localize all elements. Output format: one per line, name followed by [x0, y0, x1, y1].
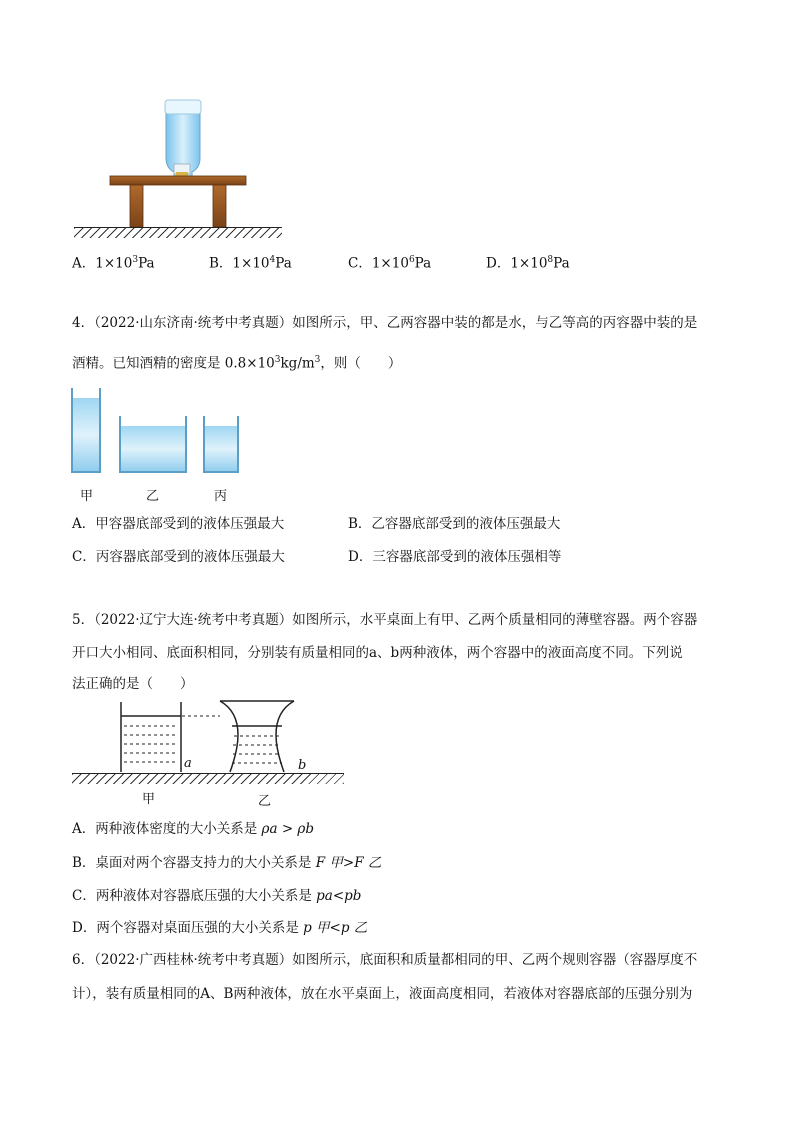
three-containers-figure — [70, 386, 250, 476]
q3-option-b-letter: B． — [209, 255, 233, 272]
q4-label-yi: 乙 — [146, 489, 160, 504]
bottle-table-drawing — [72, 98, 292, 240]
q3-option-a-exp: 3 — [132, 255, 139, 265]
q3-option-b-exp: 4 — [269, 255, 276, 265]
q4-stem-text: 酒精。已知酒精的密度是 0.8×10 — [72, 355, 275, 372]
q5-option-b-text: B．桌面对两个容器支持力的大小关系是 — [72, 855, 312, 871]
q5-label-b: b — [298, 758, 307, 773]
q5-option-d-relation: p 甲<p 乙 — [303, 920, 368, 936]
q4-stem-line1: 4．（2022·山东济南·统考中考真题）如图所示，甲、乙两容器中装的都是水，与乙等高的丙容器中装的是 — [72, 315, 698, 331]
q3-option-a-letter: A． — [72, 255, 96, 272]
q6-stem-line2: 计），装有质量相同的A、B两种液体，放在水平桌面上，液面高度相同，若液体对容器底部的压强分别为 — [72, 986, 693, 1002]
q5-label-a: a — [184, 756, 192, 771]
q4-label-bing: 丙 — [214, 489, 228, 504]
table-surface-hatch — [72, 773, 344, 784]
q5-option-c-relation: pa<pb — [316, 888, 362, 904]
q3-option-a-coef: 1×10 — [95, 255, 133, 272]
q3-option-d[interactable] — [486, 250, 570, 274]
q4-stem-line2 — [72, 350, 401, 374]
two-containers-drawing — [72, 696, 352, 780]
q5-option-b[interactable] — [72, 853, 381, 873]
bottle-table-figure — [72, 98, 292, 240]
q5-option-c[interactable] — [72, 886, 361, 906]
q5-option-c-text: C．两种液体对容器底压强的大小关系是 — [72, 888, 312, 904]
q3-option-d-unit: Pa — [553, 255, 570, 272]
q5-label-yi: 乙 — [258, 794, 272, 809]
q3-option-c-exp: 6 — [408, 255, 415, 265]
q3-option-b-coef: 1×10 — [232, 255, 270, 272]
q4-density-unit: kg/m — [280, 355, 315, 372]
q3-option-a[interactable] — [72, 250, 155, 274]
q3-option-c-unit: Pa — [414, 255, 432, 272]
q3-option-b-unit: Pa — [275, 255, 292, 272]
q3-option-a-unit: Pa — [138, 255, 155, 272]
q4-option-c[interactable]: C．丙容器底部受到的液体压强最大 — [72, 549, 285, 565]
q4-option-d[interactable]: D．三容器底部受到的液体压强相等 — [348, 549, 562, 565]
q3-option-c-letter: C． — [348, 255, 372, 272]
q4-label-jia: 甲 — [80, 489, 94, 504]
q6-stem-line1: 6．（2022·广西桂林·统考中考真题）如图所示，底面积和质量都相同的甲、乙两个规则容器（容器厚度不 — [72, 952, 698, 968]
q5-option-b-relation: F 甲>F 乙 — [315, 855, 382, 871]
q4-unit-exp: 3 — [314, 355, 321, 365]
q4-density-exp: 3 — [274, 355, 281, 365]
q4-stem-tail: ，则（ ） — [320, 355, 402, 372]
q5-stem-line1: 5．（2022·辽宁大连·统考中考真题）如图所示，水平桌面上有甲、乙两个质量相同的薄壁容器。两个容器 — [72, 612, 698, 628]
q4-option-b[interactable]: B．乙容器底部受到的液体压强最大 — [348, 516, 561, 532]
two-containers-figure — [72, 696, 352, 780]
q5-option-a-text: A．两种液体密度的大小关系是 — [72, 821, 258, 837]
q3-option-c[interactable] — [348, 250, 431, 274]
q5-option-a[interactable] — [72, 819, 314, 839]
q4-option-a[interactable]: A．甲容器底部受到的液体压强最大 — [72, 516, 285, 532]
ground-hatch — [74, 227, 282, 238]
q3-option-d-coef: 1×10 — [510, 255, 548, 272]
q3-option-d-letter: D． — [486, 255, 511, 272]
q5-label-jia: 甲 — [142, 792, 156, 807]
q3-option-c-coef: 1×10 — [371, 255, 409, 272]
three-containers-drawing — [70, 386, 250, 476]
q5-stem-line2: 开口大小相同、底面积相同，分别装有质量相同的a、b两种液体，两个容器中的液面高度不同。下列说 — [72, 645, 683, 661]
q3-option-d-exp: 8 — [547, 255, 554, 265]
q5-option-d-text: D．两个容器对桌面压强的大小关系是 — [72, 920, 299, 936]
q5-option-a-relation: ρa > ρb — [261, 821, 315, 837]
q5-option-d[interactable] — [72, 918, 367, 938]
q3-option-b[interactable] — [209, 250, 292, 274]
q5-stem-line3: 法正确的是（ ） — [72, 676, 194, 692]
